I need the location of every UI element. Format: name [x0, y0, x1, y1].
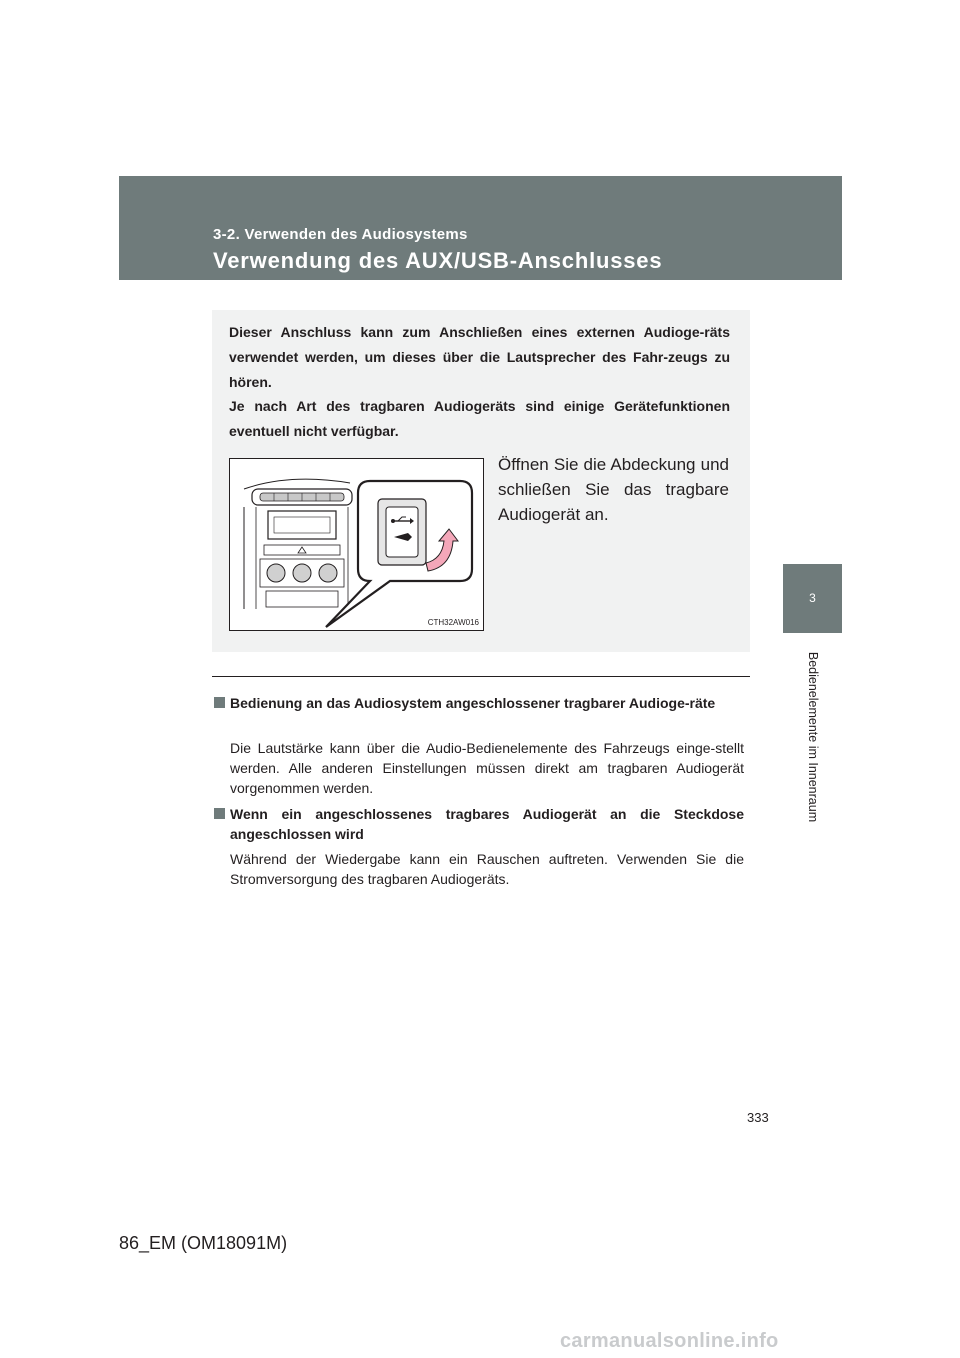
- note-body-operation: Die Lautstärke kann über die Audio-Bedienelemente des Fahrzeugs einge-stellt werden. Alle anderen Einstellungen müssen direkt am tragbaren Audiogerät vorgenommen werden.: [230, 740, 744, 796]
- step-instruction: Öffnen Sie die Abdeckung und schließen Sie das tragbare Audiogerät an.: [498, 455, 729, 524]
- watermark: carmanualsonline.info: [560, 1330, 779, 1352]
- section-label: 3-2. Verwenden des Audiosystems: [213, 226, 468, 243]
- dashboard-drawing: [230, 459, 483, 630]
- figure-code: CTH32AW016: [427, 618, 479, 627]
- square-bullet-icon: [214, 808, 225, 819]
- note-body-socket: Während der Wiedergabe kann ein Rauschen auftreten. Verwenden Sie die Stromversorgung des tragbaren Audiogeräts.: [230, 851, 744, 887]
- page-number: 333: [747, 1110, 769, 1125]
- chapter-tab[interactable]: [783, 564, 842, 633]
- chapter-number: 3: [809, 591, 816, 605]
- note-heading-socket: [214, 804, 744, 844]
- document-code: 86_EM (OM18091M): [119, 1233, 288, 1253]
- aux-usb-port-illustration: [229, 458, 484, 631]
- note-heading-text: Bedienung an das Audiosystem angeschlossener tragbarer Audioge-räte: [230, 695, 716, 711]
- intro-box: [212, 310, 750, 652]
- page-title: Verwendung des AUX/USB-Anschlusses: [213, 248, 663, 273]
- square-bullet-icon: [214, 697, 225, 708]
- intro-paragraph-availability: Je nach Art des tragbaren Audiogeräts sind einige Gerätefunktionen eventuell nicht verfügbar.: [229, 398, 730, 439]
- note-heading-text: Wenn ein angeschlossenes tragbares Audiogerät an die Steckdose angeschlossen wird: [230, 806, 744, 842]
- intro-paragraph: Dieser Anschluss kann zum Anschließen eines externen Audioge-räts verwendet werden, um dieses über die Lautsprecher des Fahr-zeugs zu hören.: [229, 324, 730, 390]
- chapter-title-text: Bedienelemente im Innenraum: [806, 651, 820, 823]
- note-heading-operation: [214, 693, 744, 713]
- section-divider: [212, 676, 750, 677]
